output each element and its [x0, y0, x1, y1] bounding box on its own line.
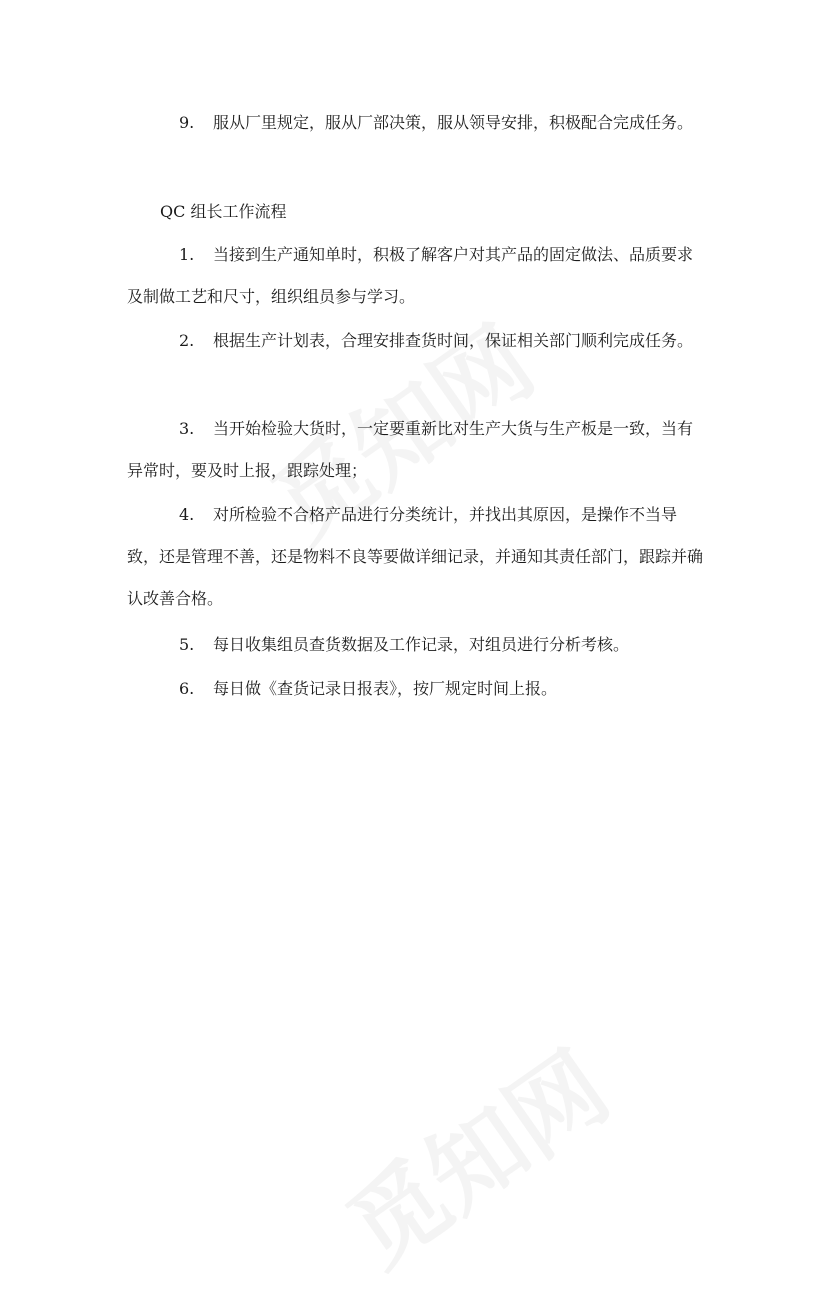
list-item	[127, 624, 703, 666]
watermark	[317, 1015, 631, 1292]
list-item-text: 每日做《查货记录日报表》，按厂规定时间上报。	[213, 679, 558, 698]
list-item-number: 2.	[179, 331, 195, 350]
section-title-text: QC 组长工作流程	[160, 202, 287, 221]
list-item-text: 对所检验不合格产品进行分类统计，并找出其原因，是操作不当导致，还是管理不善，还是物料不良等要做详细记录，并通知其责任部门，跟踪并确认改善合格。	[127, 505, 704, 608]
list-item-text: 当开始检验大货时，一定要重新比对生产大货与生产板是一致，当有异常时，要及时上报，跟踪处理；	[127, 419, 694, 480]
list-item-text: 根据生产计划表，合理安排查货时间，保证相关部门顺利完成任务。	[213, 331, 694, 350]
list-item-number: 5.	[179, 635, 195, 654]
list-item	[127, 234, 703, 318]
list-item-number: 9.	[179, 113, 195, 132]
list-item-number: 3.	[179, 419, 195, 438]
list-item	[127, 102, 703, 144]
list-item-number: 1.	[179, 245, 195, 264]
list-item	[127, 320, 703, 362]
list-item-number: 6.	[179, 679, 195, 698]
list-item-number: 4.	[179, 505, 195, 524]
list-item	[127, 408, 703, 492]
section-title	[160, 191, 736, 233]
list-item-text: 当接到生产通知单时，积极了解客户对其产品的固定做法、品质要求及制做工艺和尺寸，组织组员参与学习。	[127, 245, 694, 306]
list-item	[127, 668, 703, 710]
list-item-text: 每日收集组员查货数据及工作记录，对组员进行分析考核。	[213, 635, 630, 654]
list-item	[127, 494, 703, 620]
list-item-text: 服从厂里规定，服从厂部决策，服从领导安排，积极配合完成任务。	[213, 113, 694, 132]
